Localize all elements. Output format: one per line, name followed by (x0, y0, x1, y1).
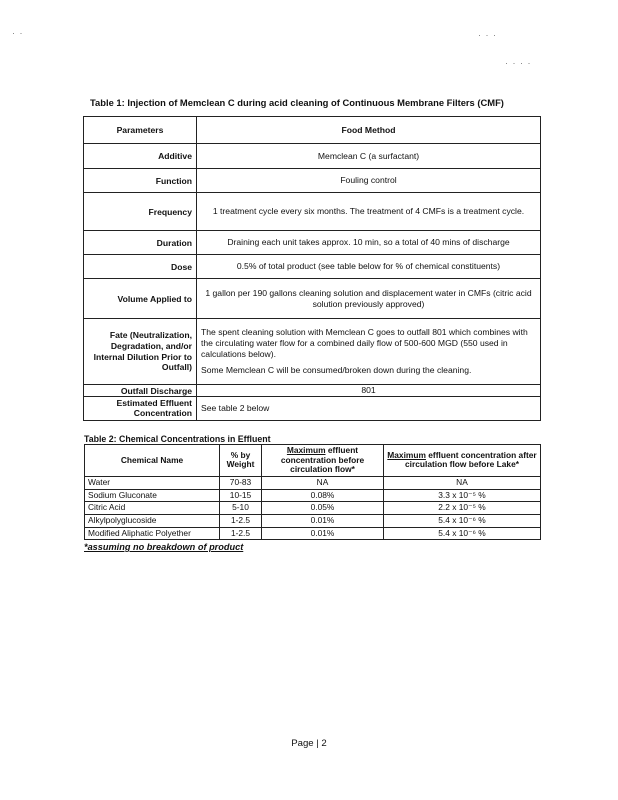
after-cell: 3.3 x 10⁻⁵ % (384, 489, 541, 502)
table-row (84, 397, 541, 421)
chemical-name-cell: Water (85, 476, 220, 489)
table-row (84, 385, 541, 397)
weight-cell: 5-10 (220, 502, 262, 515)
scan-mark: · · · · (505, 58, 532, 68)
table-row (85, 476, 541, 489)
after-cell: 5.4 x 10⁻⁶ % (384, 514, 541, 527)
param-cell: Dose (84, 255, 197, 279)
weight-cell: 1-2.5 (220, 514, 262, 527)
after-cell: 5.4 x 10⁻⁶ % (384, 527, 541, 540)
fate-text: The spent cleaning solution with Memclean C goes to outfall 801 which combines with the circulating water flow for a combined daily flow of 500-600 MGD (550 used in calculations below). (201, 326, 528, 359)
page-number: Page | 2 (291, 738, 327, 749)
chemical-name-cell: Alkylpolyglucoside (85, 514, 220, 527)
column-header-parameters: Parameters (84, 117, 197, 144)
param-cell: Volume Applied to (84, 279, 197, 319)
table-row (84, 169, 541, 193)
value-cell: 801 (197, 385, 541, 397)
column-header-after (384, 445, 541, 477)
value-cell: 0.5% of total product (see table below for % of chemical constituents) (197, 255, 541, 279)
param-cell: Additive (84, 144, 197, 169)
table-row (85, 514, 541, 527)
column-header-before (262, 445, 384, 477)
before-cell: 0.01% (262, 527, 384, 540)
table-row (84, 319, 541, 385)
value-cell (197, 319, 541, 385)
param-cell: Frequency (84, 193, 197, 231)
before-cell: 0.01% (262, 514, 384, 527)
param-cell: Function (84, 169, 197, 193)
after-cell: NA (384, 476, 541, 489)
before-cell: 0.05% (262, 502, 384, 515)
scan-mark: · · · (478, 30, 497, 40)
value-cell: See table 2 below (197, 397, 541, 421)
table2-title: Table 2: Chemical Concentrations in Effluent (84, 434, 271, 444)
table-row (85, 527, 541, 540)
param-cell: Outfall Discharge (84, 385, 197, 397)
weight-cell: 70-83 (220, 476, 262, 489)
param-cell: Estimated Effluent Concentration (84, 397, 197, 421)
weight-cell: 1-2.5 (220, 527, 262, 540)
chemical-name-cell: Citric Acid (85, 502, 220, 515)
header-text: effluent concentration after circulation flow before Lake* (404, 449, 537, 470)
maximum-label: Maximum (387, 449, 426, 460)
weight-cell: 10-15 (220, 489, 262, 502)
value-cell: Fouling control (197, 169, 541, 193)
value-cell: 1 treatment cycle every six months. The treatment of 4 CMFs is a treatment cycle. (197, 193, 541, 231)
table-row (84, 193, 541, 231)
table-row (84, 231, 541, 255)
param-cell: Duration (84, 231, 197, 255)
additive-table (83, 116, 541, 421)
column-header-food-method: Food Method (197, 117, 541, 144)
footnote: *assuming no breakdown of product (84, 542, 244, 552)
after-cell: 2.2 x 10⁻⁵ % (384, 502, 541, 515)
value-cell: 1 gallon per 190 gallons cleaning solution and displacement water in CMFs (citric acid solution previously approved) (197, 279, 541, 319)
before-cell: 0.08% (262, 489, 384, 502)
param-cell: Fate (Neutralization, Degradation, and/or Internal Dilution Prior to Outfall) (84, 319, 197, 385)
table-row (85, 502, 541, 515)
table-row (84, 144, 541, 169)
table-row (84, 279, 541, 319)
maximum-label: Maximum (286, 445, 326, 455)
chemical-name-cell: Sodium Gluconate (85, 489, 220, 502)
table1-title: Table 1: Injection of Memclean C during acid cleaning of Continuous Membrane Filters (CMF) (90, 97, 504, 108)
column-header-weight: % by Weight (220, 445, 262, 477)
before-cell: NA (262, 476, 384, 489)
value-cell: Draining each unit takes approx. 10 min, so a total of 40 mins of discharge (197, 231, 541, 255)
chemical-name-cell: Modified Aliphatic Polyether (85, 527, 220, 540)
column-header-chemical-name: Chemical Name (85, 445, 220, 477)
concentration-table (84, 444, 541, 540)
scan-mark: · · (12, 28, 24, 38)
table-header-row (85, 445, 541, 477)
fate-note: Some Memclean C will be consumed/broken down during the cleaning. (201, 365, 472, 376)
table-header-row (84, 117, 541, 144)
table-row (84, 255, 541, 279)
value-cell: Memclean C (a surfactant) (197, 144, 541, 169)
table-row (85, 489, 541, 502)
header-text: effluent concentration before circulation flow* (280, 445, 365, 475)
